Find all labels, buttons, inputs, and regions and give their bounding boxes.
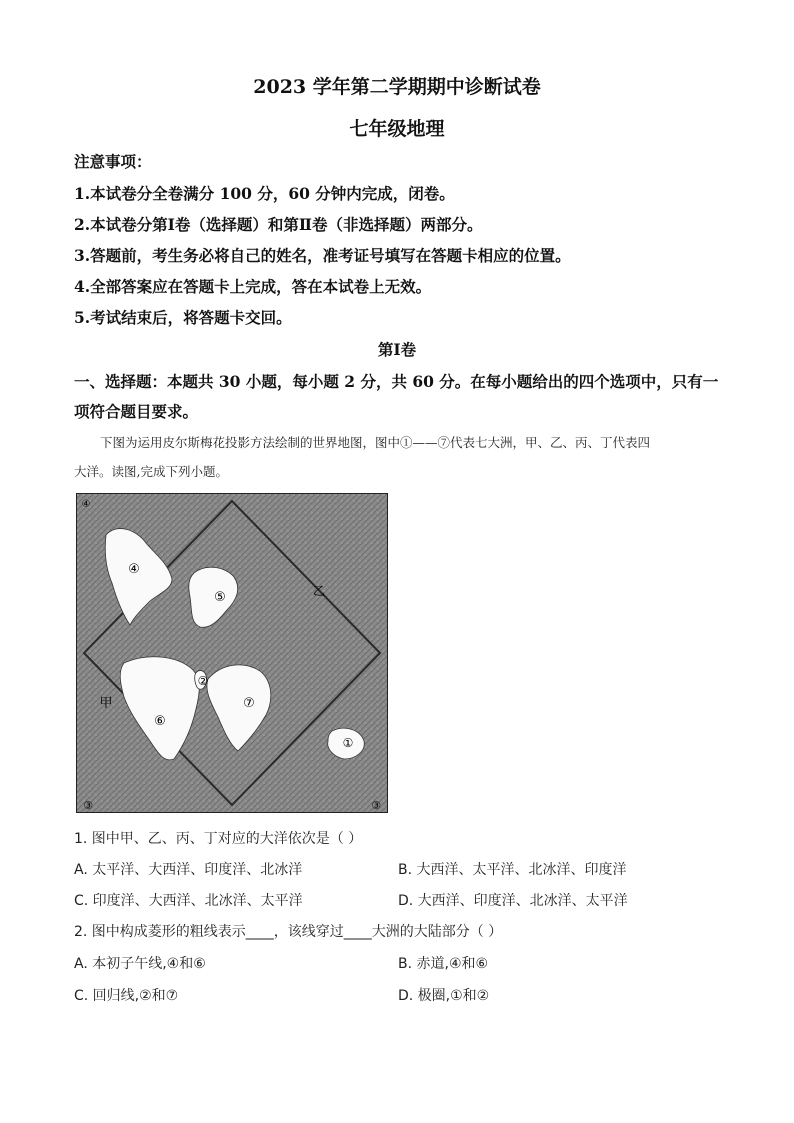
- map-label-6: ⑥: [154, 714, 166, 729]
- world-map-figure: [76, 493, 388, 813]
- map-label-2: ②: [197, 674, 209, 688]
- map-label-yi: 乙: [312, 584, 326, 598]
- note-item-4: 4.全部答案应在答题卡上完成，答在本试卷上无效。: [74, 277, 432, 296]
- map-label-4-corner: ④: [81, 499, 91, 510]
- section-instruction-line1: 一、选择题：本题共 30 小题，每小题 2 分，共 60 分。在每小题给出的四个选项中，只有一: [74, 372, 719, 391]
- map-label-3-right: ③: [371, 799, 381, 812]
- question-1-option-c[interactable]: C. 印度洋、大西洋、北冰洋、太平洋: [74, 893, 303, 909]
- note-item-2: 2.本试卷分第Ⅰ卷（选择题）和第Ⅱ卷（非选择题）两部分。: [74, 215, 483, 234]
- map-label-4: ④: [128, 562, 140, 577]
- notes-heading: 注意事项：: [74, 152, 152, 171]
- intro-line1: 下图为运用皮尔斯梅花投影方法绘制的世界地图，图中①——⑦代表七大洲，甲、乙、丙、丁代表四: [100, 435, 651, 450]
- intro-line2: 大洋。读图,完成下列小题。: [74, 464, 228, 479]
- note-item-5: 5.考试结束后，将答题卡交回。: [74, 308, 292, 327]
- map-label-5: ⑤: [214, 590, 226, 605]
- question-2-stem: 2. 图中构成菱形的粗线表示____，该线穿过____大洲的大陆部分（ ）: [74, 924, 503, 940]
- question-2-option-a[interactable]: A. 本初子午线,④和⑥: [74, 956, 206, 972]
- map-label-1: ①: [342, 736, 354, 750]
- question-2-option-d[interactable]: D. 极圈,①和②: [398, 988, 490, 1004]
- question-2-option-b[interactable]: B. 赤道,④和⑥: [398, 956, 489, 972]
- question-1-stem: 1. 图中甲、乙、丙、丁对应的大洋依次是（ ）: [74, 831, 363, 847]
- question-1-option-b[interactable]: B. 大西洋、太平洋、北冰洋、印度洋: [398, 862, 627, 878]
- map-label-3-left: ③: [83, 799, 93, 812]
- note-item-3: 3.答题前，考生务必将自己的姓名，准考证号填写在答题卡相应的位置。: [74, 246, 571, 265]
- question-1-option-d[interactable]: D. 大西洋、印度洋、北冰洋、太平洋: [398, 893, 628, 909]
- question-1-option-a[interactable]: A. 太平洋、大西洋、印度洋、北冰洋: [74, 862, 303, 878]
- exam-subtitle: 七年级地理: [349, 118, 445, 140]
- question-2-option-c[interactable]: C. 回归线,②和⑦: [74, 988, 179, 1004]
- exam-title: 2023 学年第二学期期中诊断试卷: [253, 76, 541, 98]
- note-item-1: 1.本试卷分全卷满分 100 分，60 分钟内完成，闭卷。: [74, 184, 455, 203]
- section-instruction-line2: 项符合题目要求。: [74, 402, 199, 421]
- map-label-jia: 甲: [99, 696, 113, 711]
- map-label-7: ⑦: [243, 696, 255, 711]
- volume-label: 第Ⅰ卷: [377, 340, 417, 359]
